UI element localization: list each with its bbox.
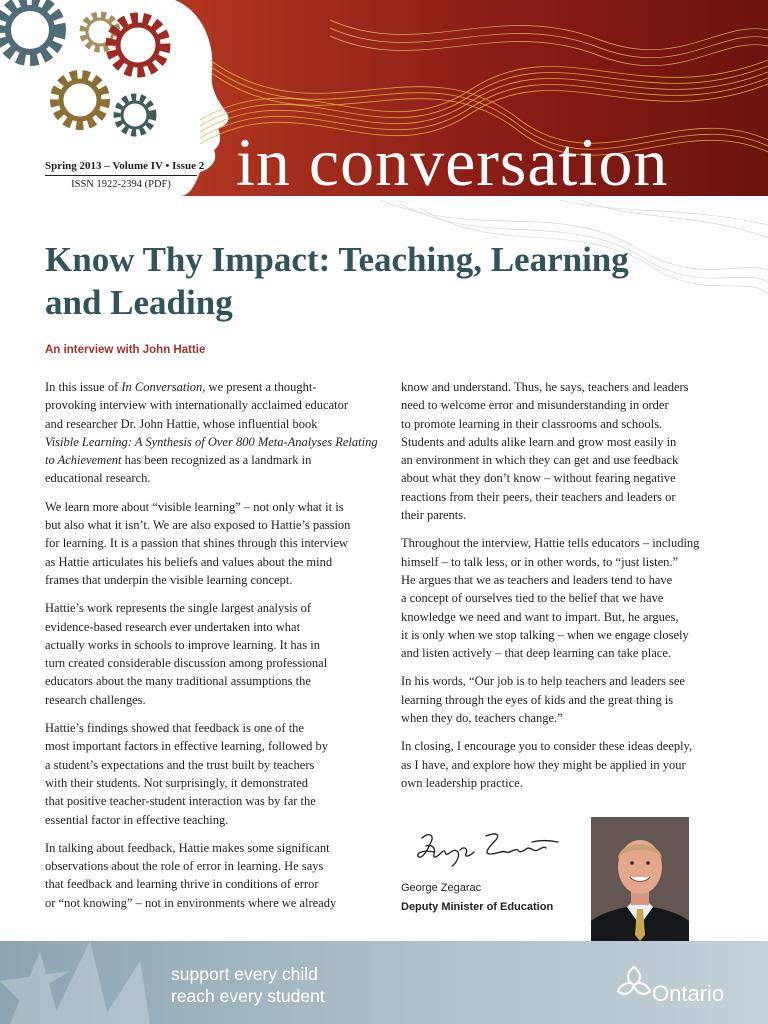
text-line: frames that underpin the visible learning concept. xyxy=(45,572,293,587)
masthead-title: in conversation xyxy=(236,124,669,200)
paragraph xyxy=(401,378,731,524)
text-line: that feedback and learning thrive in conditions of error xyxy=(45,877,319,892)
paragraph xyxy=(401,737,731,792)
text-line: to Achievement has been recognized as a landmark in xyxy=(45,453,312,468)
text-line: know and understand. Thus, he says, teachers and leaders xyxy=(401,380,689,394)
article-title xyxy=(45,238,685,324)
handwritten-signature xyxy=(414,826,564,875)
text-line: with their students. Not surprisingly, it demonstrated xyxy=(45,775,309,790)
text-line: it is only when we stop talking – when we engage closely xyxy=(401,627,689,642)
text-line: In closing, I encourage you to consider these ideas deeply, xyxy=(401,739,693,754)
text-line: knowledge we need and want to impart. But, he argues, xyxy=(401,609,679,624)
text-line: In his words, “Our job is to help teachers and leaders see xyxy=(401,674,685,689)
left-column xyxy=(45,378,378,922)
text-line: learning through the eyes of kids and the great thing is xyxy=(401,692,674,707)
issue-volume: Spring 2013 – Volume IV • Issue 2 xyxy=(45,160,197,176)
text-line: Hattie’s findings showed that feedback is one of the xyxy=(45,721,304,736)
trillium-icon xyxy=(612,961,656,1005)
portrait-photo xyxy=(591,817,689,941)
text-line: educators about the many traditional assumptions the xyxy=(45,674,311,689)
paragraph xyxy=(45,839,367,912)
text-line: an environment in which they can get and use feedback xyxy=(401,453,679,468)
text-line: Hattie’s work represents the single largest analysis of xyxy=(45,601,312,616)
text-line: when they do, teachers change.” xyxy=(401,711,563,726)
text-line: actually works in schools to improve learning. It has in xyxy=(45,637,320,652)
article-title-line1: Know Thy Impact: Teaching, Learning xyxy=(45,240,629,279)
text-line: educational research. xyxy=(45,471,151,486)
paragraph xyxy=(45,498,367,589)
article-subtitle: An interview with John Hattie xyxy=(45,344,206,356)
text-line: for learning. It is a passion that shines through this interview xyxy=(45,536,349,551)
issue-info xyxy=(45,160,205,190)
signatory-name: George Zegarac xyxy=(401,882,482,894)
text-line: himself – to talk less, or in other words, to “just listen.” xyxy=(401,554,679,569)
text-line: own leadership practice. xyxy=(401,775,523,790)
text-line: research challenges. xyxy=(45,692,146,707)
article-title-line2: and Leading xyxy=(45,283,233,322)
text-line: In this issue of In Conversation, we present a thought- xyxy=(45,380,317,394)
ontario-wordmark: Ontario xyxy=(652,981,725,1006)
paragraph xyxy=(401,534,731,662)
text-line: We learn more about “visible learning” – not only what it is xyxy=(45,499,344,514)
text-line: observations about the role of error in learning. He says xyxy=(45,859,324,874)
slogan-line2: reach every student xyxy=(171,986,325,1006)
text-line: and listen actively – that deep learning can take place. xyxy=(401,646,672,661)
text-line: Throughout the interview, Hattie tells educators – including xyxy=(401,536,700,551)
paragraph xyxy=(45,378,378,488)
portrait-image xyxy=(591,817,689,941)
text-line: turn created considerable discussion among professional xyxy=(45,656,328,671)
text-line: essential factor in effective teaching. xyxy=(45,812,229,827)
text-line: but also what it isn’t. We are also exposed to Hattie’s passion xyxy=(45,518,351,533)
paragraph xyxy=(45,719,367,829)
text-line: that positive teacher-student interaction was by far the xyxy=(45,794,316,809)
footer-band xyxy=(0,941,768,1024)
text-line: to promote learning in their classrooms and schools. xyxy=(401,416,663,431)
right-column xyxy=(401,378,731,802)
text-line: as Hattie articulates his beliefs and values about the mind xyxy=(45,554,333,569)
paragraph xyxy=(401,672,731,727)
text-line: a concept of ourselves tied to the belief that we have xyxy=(401,591,664,606)
footer-slogan xyxy=(171,963,325,1007)
paragraph xyxy=(45,599,367,709)
text-line: and researcher Dr. John Hattie, whose influential book xyxy=(45,416,318,431)
text-line: evidence-based research ever undertaken into what xyxy=(45,619,301,634)
text-line: or “not knowing” – not in environments where we already xyxy=(45,895,337,910)
slogan-line1: support every child xyxy=(171,964,318,984)
text-line: Students and adults alike learn and grow most easily in xyxy=(401,434,677,449)
text-line: need to welcome error and misunderstanding in order xyxy=(401,398,669,413)
ontario-logo xyxy=(612,961,742,1011)
signature-graphic xyxy=(414,826,564,870)
text-line: provoking interview with internationally acclaimed educator xyxy=(45,398,349,413)
text-line: their parents. xyxy=(401,508,467,523)
text-line: as I have, and explore how they might be applied in your xyxy=(401,757,686,772)
text-line: Visible Learning: A Synthesis of Over 800 Meta-Analyses Relating xyxy=(45,434,378,449)
text-line: He argues that we as teachers and leaders tend to have xyxy=(401,572,673,587)
text-line: about what they don’t know – without fearing negative xyxy=(401,471,676,486)
signatory-role: Deputy Minister of Education xyxy=(401,901,554,913)
text-line: In talking about feedback, Hattie makes some significant xyxy=(45,840,330,855)
text-line: most important factors in effective learning, followed by xyxy=(45,739,329,754)
text-line: a student’s expectations and the trust built by teachers xyxy=(45,757,315,772)
footer-decoration xyxy=(0,941,200,1024)
issn-number: ISSN 1922-2394 (PDF) xyxy=(71,179,171,190)
text-line: reactions from their peers, their teachers and leaders or xyxy=(401,489,676,504)
